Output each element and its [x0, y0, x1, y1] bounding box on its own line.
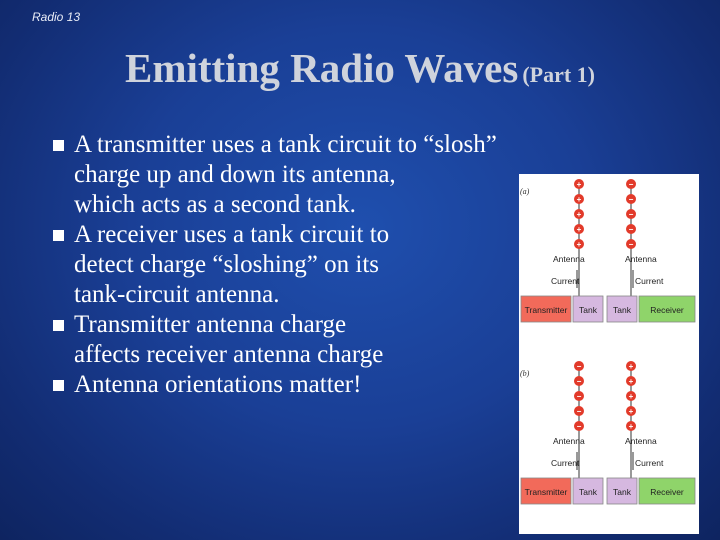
bullet-line: Transmitter antenna charge — [74, 311, 347, 338]
bullet-square-icon — [53, 230, 64, 241]
bullet-square-icon — [53, 320, 64, 331]
charge-symbol: − — [628, 210, 634, 219]
current-label: Current — [635, 458, 664, 468]
charge-symbol: + — [628, 407, 634, 416]
charge-symbol: − — [628, 180, 634, 189]
circuit-box-label: Transmitter — [524, 487, 568, 497]
charge-symbol: + — [576, 195, 582, 204]
charge-symbol: + — [576, 180, 582, 189]
charge-symbol: + — [628, 422, 634, 431]
antenna-diagram-svg — [519, 174, 699, 534]
charge-symbol: − — [576, 422, 582, 431]
bullet-line: charge up and down its antenna, — [74, 161, 396, 188]
panel-label: (b) — [520, 369, 530, 378]
title-main: Emitting Radio Waves — [124, 45, 519, 91]
charge-symbol: + — [628, 392, 634, 401]
circuit-box-label: Tank — [579, 487, 597, 497]
panel-label: (a) — [520, 187, 530, 196]
charge-symbol: − — [576, 362, 582, 371]
bullet-line: tank-circuit antenna. — [74, 281, 280, 308]
charge-symbol: + — [576, 210, 582, 219]
circuit-box-label: Tank — [613, 487, 631, 497]
circuit-box-label: Receiver — [650, 305, 684, 315]
circuit-box-label: Tank — [613, 305, 631, 315]
circuit-box-label: Receiver — [650, 487, 684, 497]
charge-symbol: + — [628, 362, 634, 371]
title-subtitle: (Part 1) — [522, 62, 596, 87]
charge-symbol: + — [576, 240, 582, 249]
bullet-line: which acts as a second tank. — [74, 191, 356, 218]
bullet-line: detect charge “sloshing” on its — [74, 251, 380, 278]
bullet-line: affects receiver antenna charge — [74, 341, 384, 368]
charge-symbol: − — [576, 392, 582, 401]
circuit-box-label: Transmitter — [524, 305, 568, 315]
current-label: Current — [551, 458, 580, 468]
charge-symbol: − — [576, 407, 582, 416]
bullet-line: A transmitter uses a tank circuit to “slosh” — [74, 131, 497, 158]
charge-symbol: + — [628, 377, 634, 386]
bullet-line: A receiver uses a tank circuit to — [74, 221, 390, 248]
antenna-label: Antenna — [553, 254, 585, 264]
current-label: Current — [551, 276, 580, 286]
bullet-square-icon — [53, 140, 64, 151]
slide-corner-label: Radio 13 — [32, 10, 81, 24]
antenna-diagram-figure — [519, 174, 699, 534]
bullet-line: Antenna orientations matter! — [74, 371, 362, 398]
charge-symbol: − — [628, 195, 634, 204]
bullet-square-icon — [53, 380, 64, 391]
charge-symbol: − — [576, 377, 582, 386]
circuit-box-label: Tank — [579, 305, 597, 315]
charge-symbol: + — [576, 225, 582, 234]
antenna-label: Antenna — [553, 436, 585, 446]
charge-symbol: − — [628, 225, 634, 234]
antenna-label: Antenna — [625, 436, 657, 446]
current-label: Current — [635, 276, 664, 286]
slide-title — [0, 44, 720, 92]
antenna-label: Antenna — [625, 254, 657, 264]
charge-symbol: − — [628, 240, 634, 249]
